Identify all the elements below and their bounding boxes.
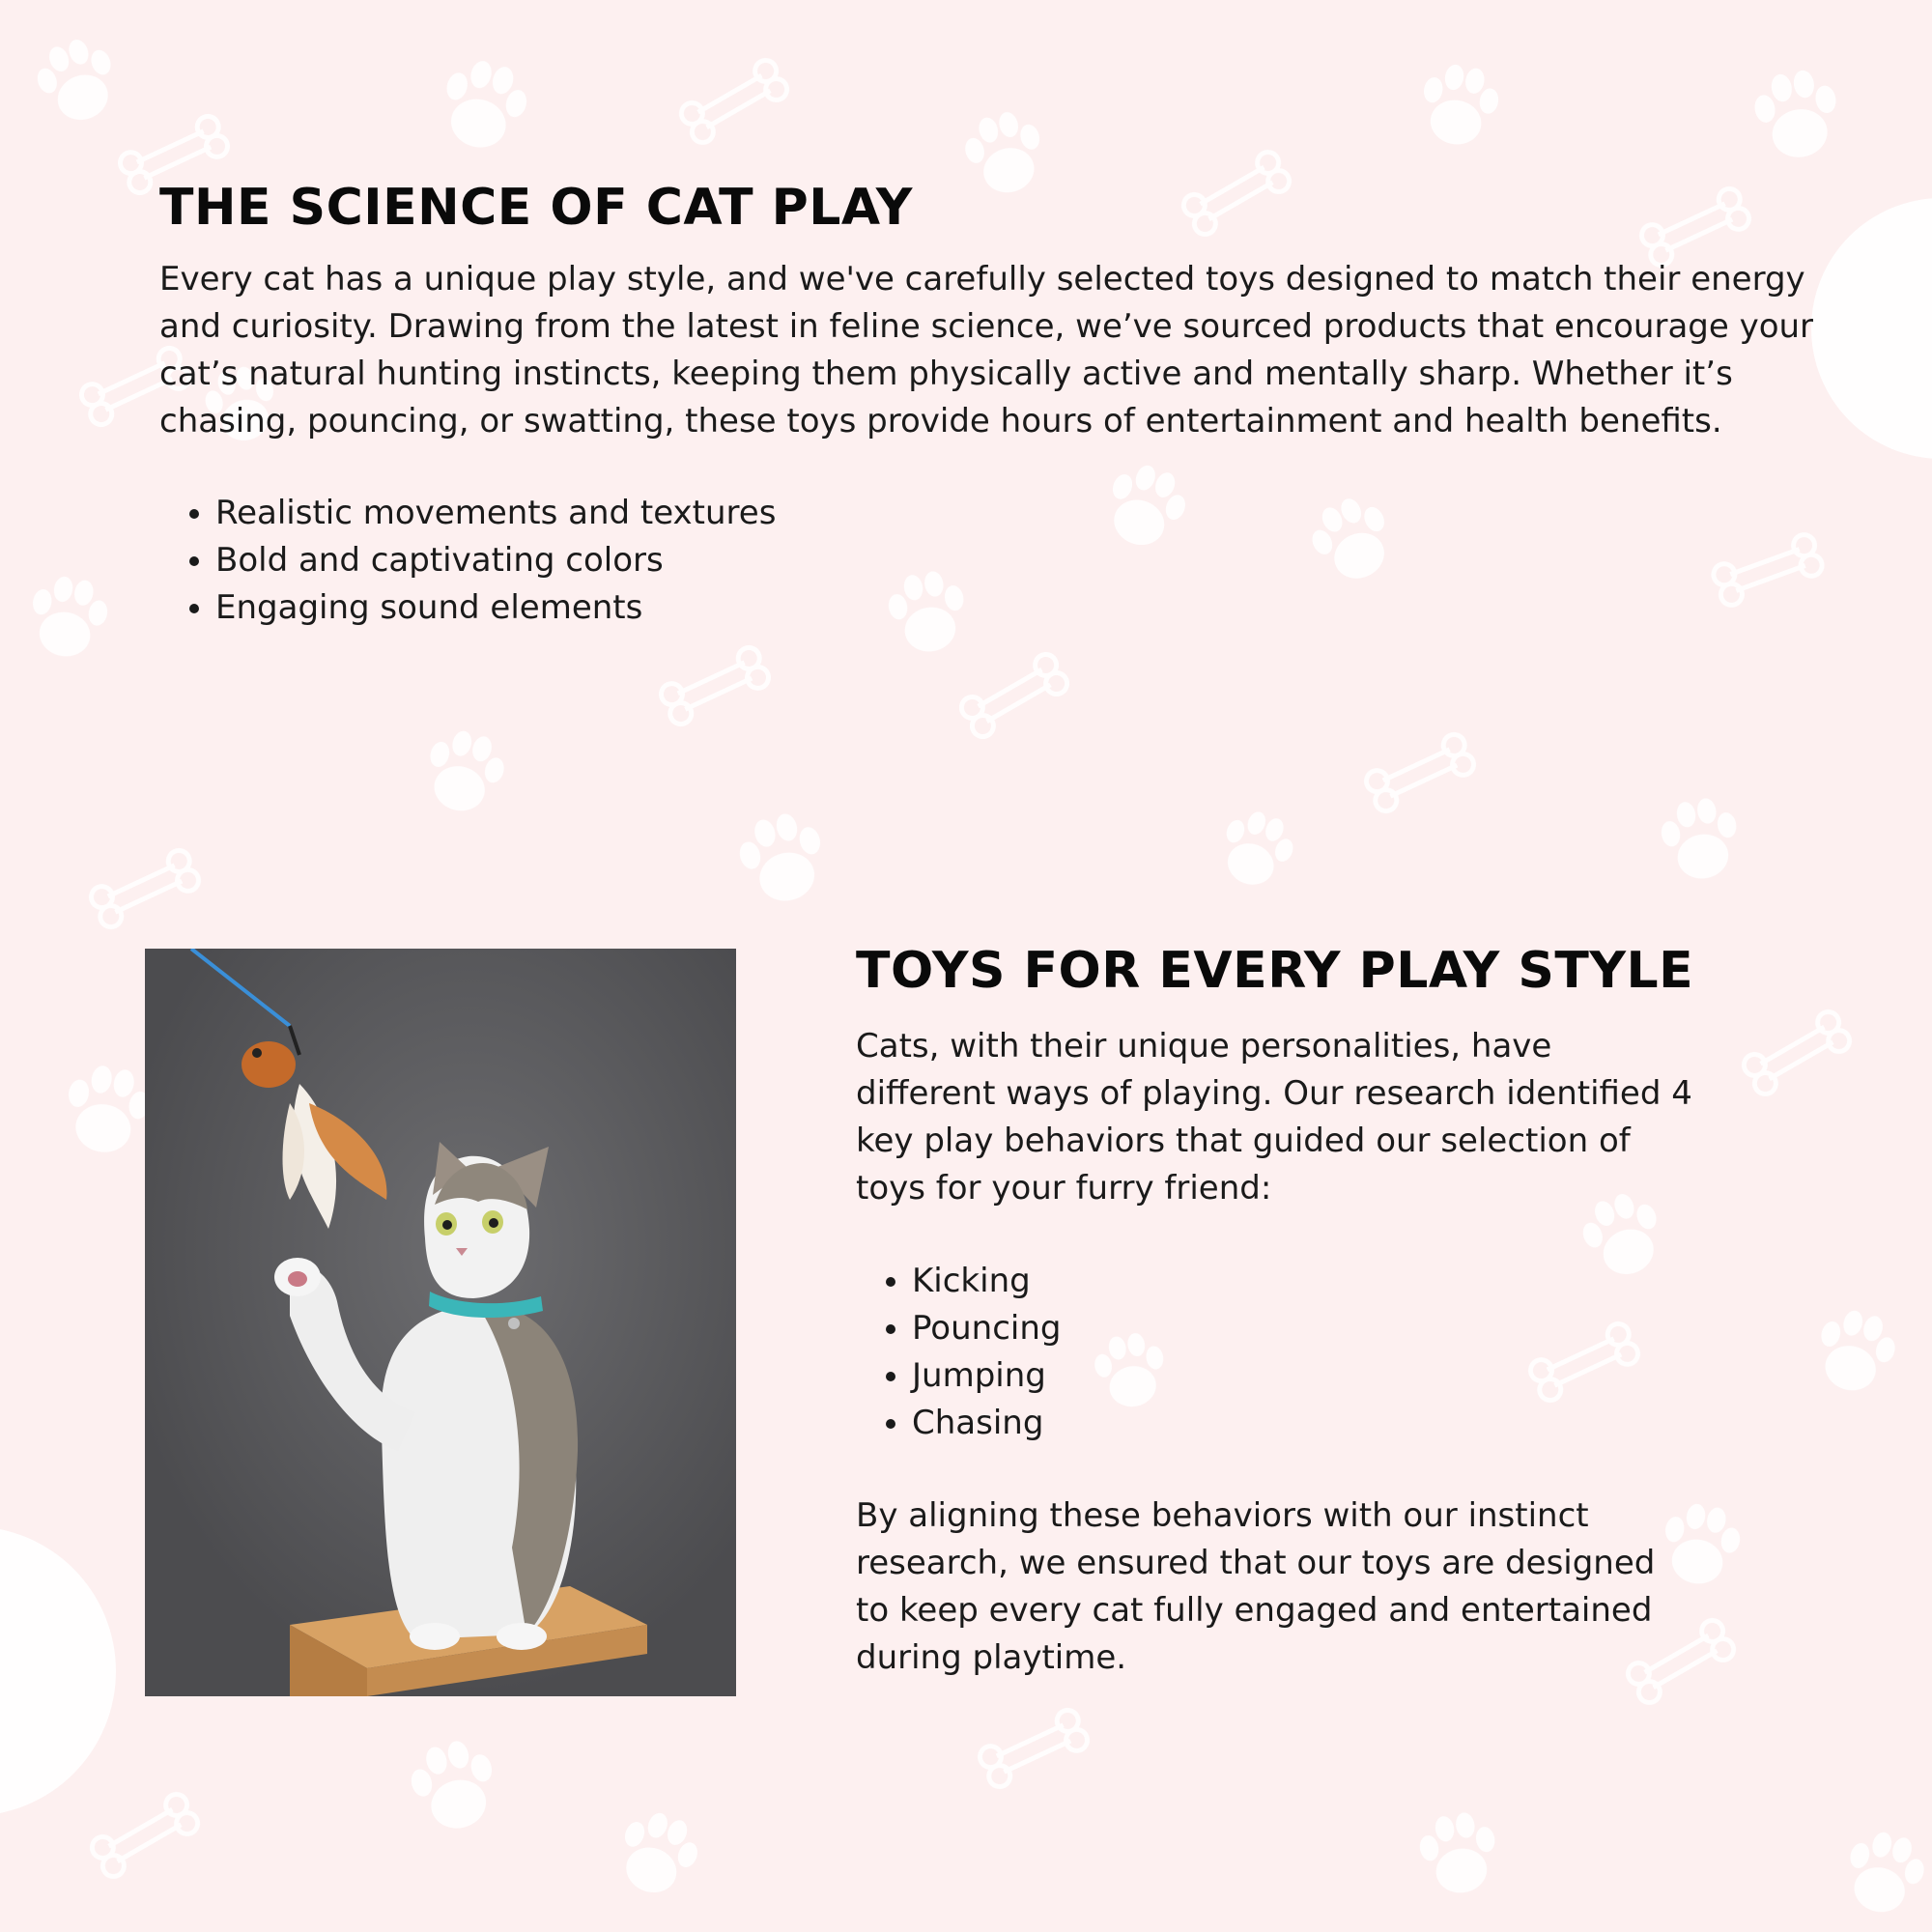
science-paragraph: Every cat has a unique play style, and we've carefully selected toys designed to match their energy and curiosity. Drawing from the latest in feline science, we’ve sourced products that encourage your cat’s natural hunting instincts, keeping them physically active and mentally sharp. Whether it’s chasing, pouncing, or swatting, these toys provide hours of entertainment and health benefits. bbox=[159, 260, 1814, 440]
science-title: THE SCIENCE OF CAT PLAY bbox=[159, 179, 913, 237]
list-item: • Jumping bbox=[912, 1352, 1696, 1400]
science-bullet-list bbox=[159, 490, 1821, 632]
toys-section bbox=[856, 942, 1696, 1682]
cat-playing-photo bbox=[145, 949, 736, 1696]
toys-intro-paragraph: Cats, with their unique personalities, have different ways of playing. Our research identified 4 key play behaviors that guided our selection of toys for your furry friend: bbox=[856, 1027, 1692, 1208]
list-item: • Bold and captivating colors bbox=[215, 537, 1821, 584]
science-section bbox=[159, 179, 1821, 632]
toys-closing-paragraph: By aligning these behaviors with our instinct research, we ensured that our toys are designed to keep every cat fully engaged and entertained during playtime. bbox=[856, 1496, 1656, 1677]
toys-title: TOYS FOR EVERY PLAY STYLE bbox=[856, 942, 1694, 1000]
list-item: • Pouncing bbox=[912, 1305, 1696, 1352]
list-item: • Chasing bbox=[912, 1400, 1696, 1447]
play-behaviors-list bbox=[856, 1258, 1696, 1447]
list-item: • Realistic movements and textures bbox=[215, 490, 1821, 537]
list-item: • Kicking bbox=[912, 1258, 1696, 1305]
list-item: • Engaging sound elements bbox=[215, 584, 1821, 632]
